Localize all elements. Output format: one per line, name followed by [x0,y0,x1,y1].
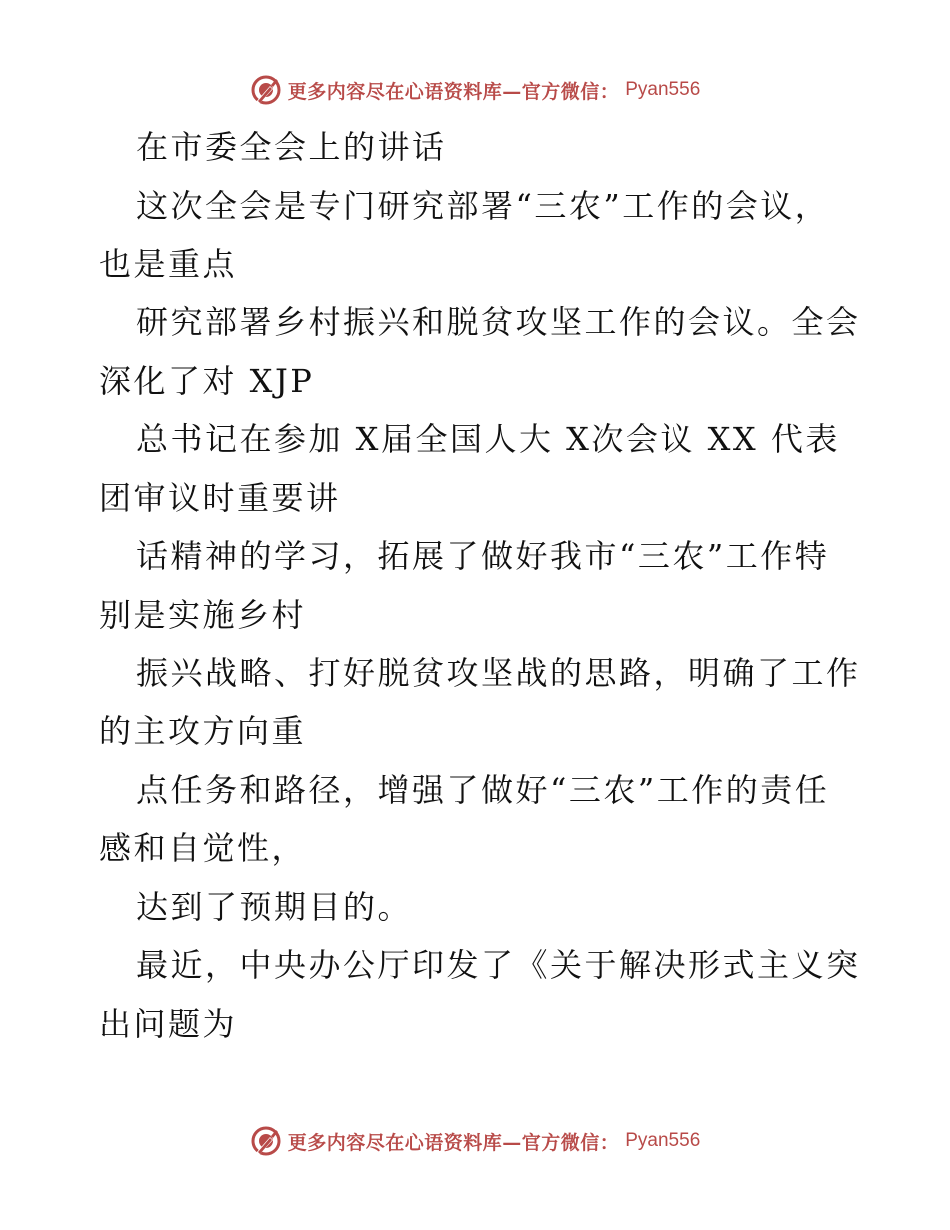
paragraph-line: 也是重点 [99,245,238,283]
watermark-footer [0,1121,950,1161]
watermark-id: Pyan556 [625,1130,701,1151]
paragraph-line: 这次全会是专门研究部署“三农”工作的会议， [136,187,830,225]
paragraph-line: 出问题为 [99,1005,238,1043]
document-title: 在市委全会上的讲话 [136,128,447,166]
watermark-text: 更多内容尽在心语资料库—官方微信： [287,80,620,103]
paragraph-line: 别是实施乡村 [99,596,307,634]
paragraph-line: 点任务和路径，增强了做好“三农”工作的责任 [136,771,830,809]
watermark-text: 更多内容尽在心语资料库—官方微信： [287,1131,620,1154]
paragraph-line: 团审议时重要讲 [99,479,341,517]
pen-logo-icon [250,1125,282,1157]
watermark-id: Pyan556 [625,79,701,100]
paragraph-line: 深化了对 XJP [99,362,315,400]
paragraph-line: 研究部署乡村振兴和脱贫攻坚工作的会议。全会 [136,303,861,341]
paragraph-line: 最近，中央办公厅印发了《关于解决形式主义突 [136,946,861,984]
paragraph-line: 的主攻方向重 [99,712,307,750]
paragraph-line: 话精神的学习，拓展了做好我市“三农”工作特 [136,537,830,575]
paragraph-line: 达到了预期目的。 [136,888,413,926]
paragraph-line: 振兴战略、打好脱贫攻坚战的思路，明确了工作 [136,654,861,692]
paragraph-line: 总书记在参加 X届全国人大 X次会议 XX 代表 [136,420,840,458]
paragraph-line: 感和自觉性， [99,829,307,867]
